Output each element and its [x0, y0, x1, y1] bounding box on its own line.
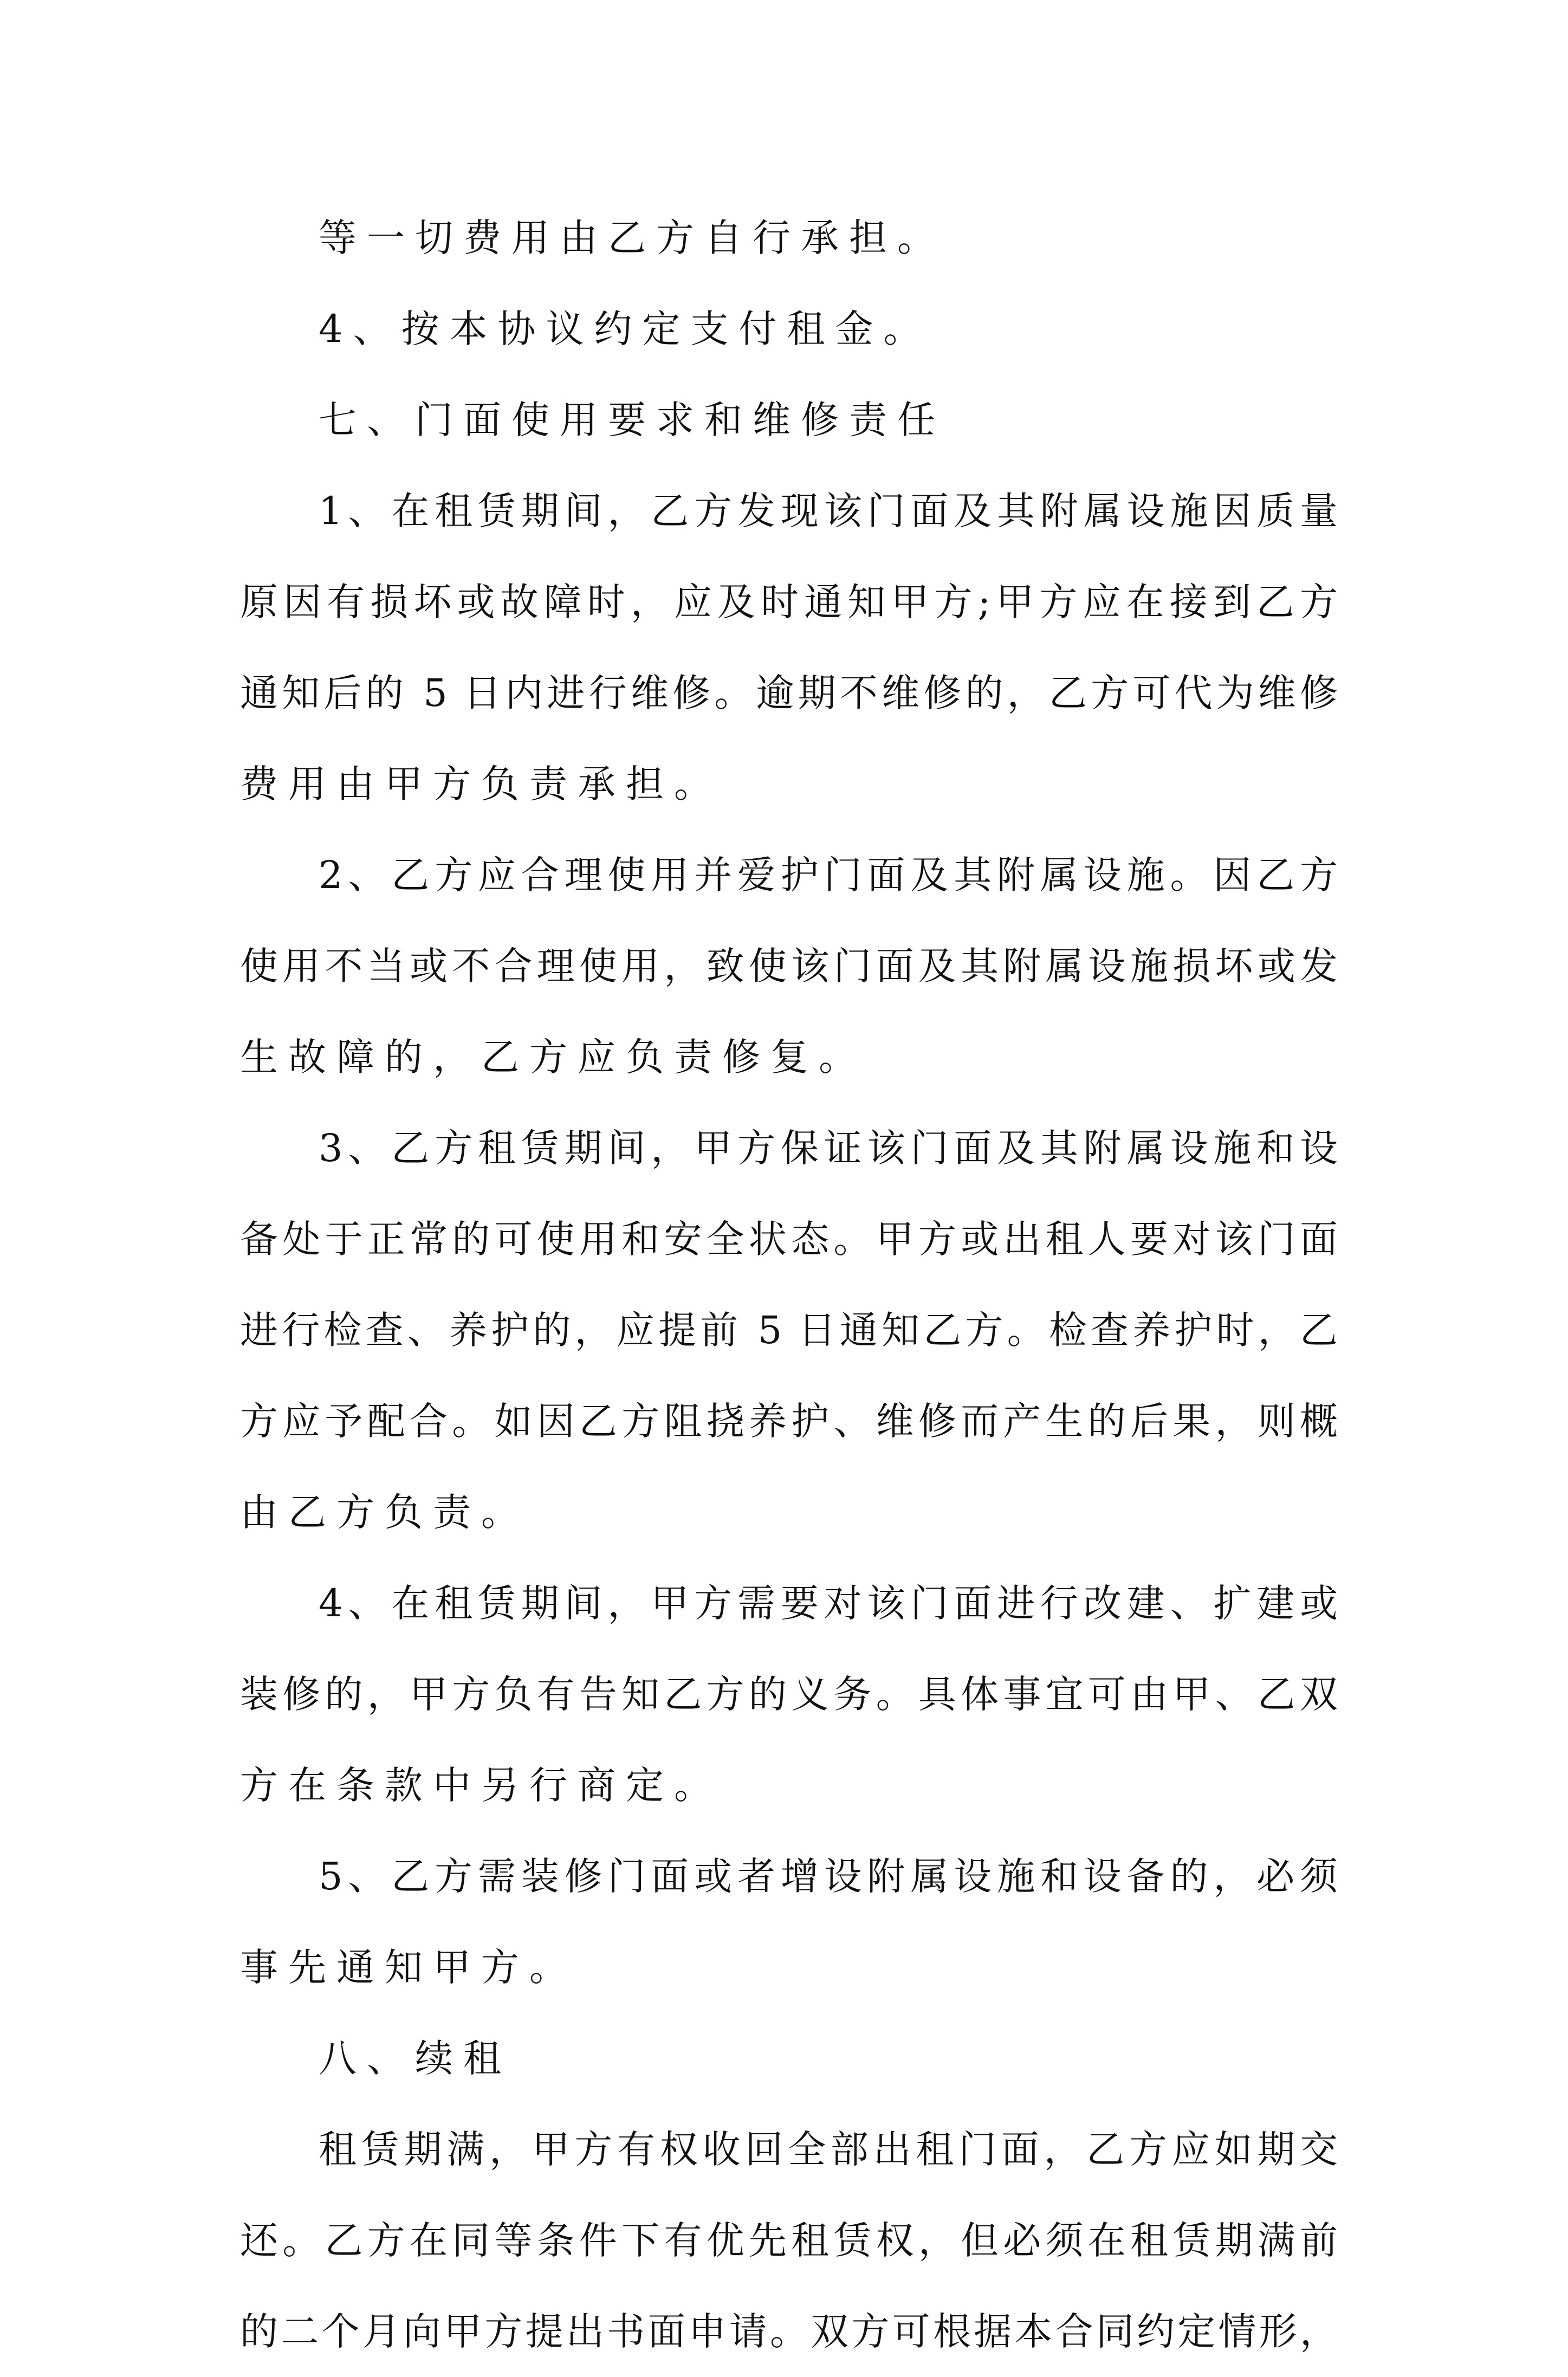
text-line: 4、在租赁期间，甲方需要对该门面进行改建、扩建或	[319, 1581, 1338, 1625]
text-line: 进行检查、养护的，应提前 5 日通知乙方。检查养护时，乙	[240, 1308, 1338, 1352]
text-line: 使用不当或不合理使用，致使该门面及其附属设施损坏或发	[240, 944, 1338, 988]
text-line: 费用由甲方负责承担。	[240, 762, 722, 806]
section-heading: 七、门面使用要求和维修责任	[319, 398, 945, 442]
text-line: 还。乙方在同等条件下有优先租赁权，但必须在租赁期满前	[240, 2218, 1338, 2263]
text-line: 等一切费用由乙方自行承担。	[319, 216, 945, 260]
text-line: 方在条款中另行商定。	[240, 1763, 722, 1808]
text-line: 4、按本协议约定支付租金。	[319, 307, 932, 351]
document-body	[240, 192, 1338, 2377]
text-line: 备处于正常的可使用和安全状态。甲方或出租人要对该门面	[240, 1217, 1338, 1261]
text-line: 3、乙方租赁期间，甲方保证该门面及其附属设施和设	[319, 1126, 1338, 1170]
text-line: 2、乙方应合理使用并爱护门面及其附属设施。因乙方	[319, 853, 1338, 897]
text-line: 5、乙方需装修门面或者增设附属设施和设备的，必须	[319, 1854, 1338, 1899]
text-line: 由乙方负责。	[240, 1490, 529, 1534]
text-line: 装修的，甲方负有告知乙方的义务。具体事宜可由甲、乙双	[240, 1672, 1338, 1717]
text-line: 方应予配合。如因乙方阻挠养护、维修而产生的后果，则概	[240, 1399, 1338, 1443]
text-line: 原因有损坏或故障时，应及时通知甲方;甲方应在接到乙方	[240, 580, 1338, 624]
text-line: 1、在租赁期间，乙方发现该门面及其附属设施因质量	[319, 489, 1338, 533]
section-heading: 八、续租	[319, 2036, 511, 2081]
text-line: 事先通知甲方。	[240, 1945, 578, 1990]
text-line: 通知后的 5 日内进行维修。逾期不维修的，乙方可代为维修	[240, 671, 1338, 715]
text-line: 的二个月向甲方提出书面申请。双方可根据本合同约定情形，	[240, 2309, 1338, 2354]
text-line: 租赁期满，甲方有权收回全部出租门面，乙方应如期交	[319, 2127, 1338, 2172]
text-line: 生故障的，乙方应负责修复。	[240, 1035, 867, 1079]
